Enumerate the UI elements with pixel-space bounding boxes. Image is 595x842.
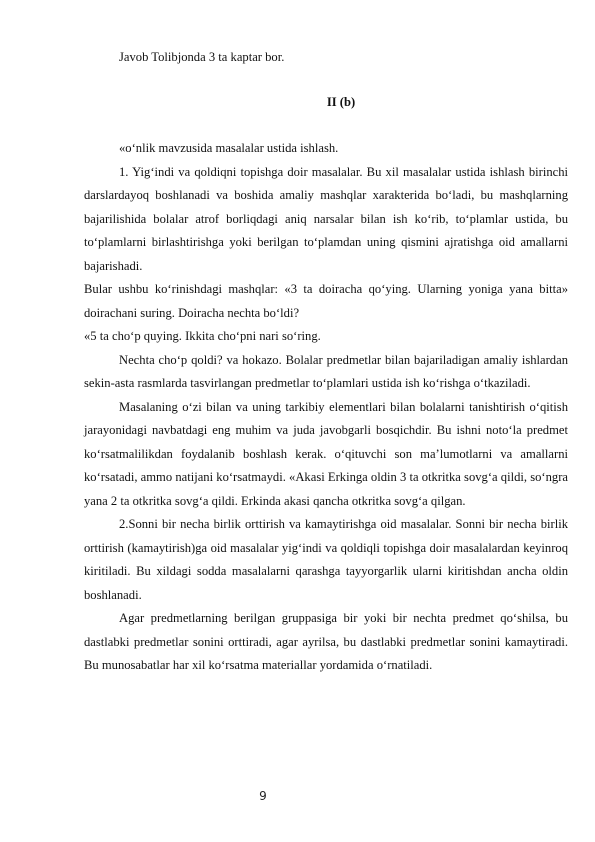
paragraph-pictures: Nechta cho‘p qoldi? va hokazo. Bolalar predmetlar bilan bajariladigan amaliy ishlardan sekin-asta rasmlarda tasvirlangan predmetlar to‘plamlari ustida ish ko‘rishga o‘tkaziladi. — [84, 352, 568, 390]
page-body — [84, 46, 568, 678]
page-number: 9 — [259, 789, 267, 803]
paragraph-relations: Agar predmetlarning berilgan gruppasiga bir yoki bir nechta predmet qo‘shilsa, bu dastlabki predmetlar sonini orttiradi, agar ayrilsa, bu dastlabki predmetlar sonini kamaytiradi. Bu munosabatlar har xil ko‘rsatma materiallar yordamida o‘rnatiladi. — [84, 611, 568, 672]
answer-line: Javob Tolibjonda 3 ta kaptar bor. — [119, 50, 285, 64]
paragraph-sum-difference: 1. Yig‘indi va qoldiqni topishga doir masalalar. Bu xil masalalar ustida ishlash birinchi darslardayoq boshlanadi va boshida amaliy mashqlar xarakterida bo‘ladi, bu mashqlarning bajarilishida bolalar atrof borliqdagi aniq narsalar bilan ish ko‘rib, to‘plamlar ustida, bu to‘plamlarni birlashtirishga yoki berilgan to‘plamdan uning qismini ajratishga oid amallarni bajarishadi. — [84, 164, 568, 273]
paragraph-exercise-circles: Bular ushbu ko‘rinishdagi mashqlar: «3 ta doiracha qo‘ying. Ularning yoniga yana bitta» doirachani suring. Doiracha nechta bo‘ldi? — [84, 282, 568, 320]
paragraph-topic: «o‘nlik mavzusida masalalar ustida ishlash. — [119, 141, 339, 155]
section-title: II (b) — [326, 94, 356, 109]
paragraph-exercise-sticks: «5 ta cho‘p quying. Ikkita cho‘pni nari so‘ring. — [84, 329, 321, 343]
paragraph-problem-elements: Masalaning o‘zi bilan va uning tarkibiy elementlari bilan bolalarni tanishtirish o‘qitish jarayonidagi navbatdagi eng muhim va juda javobgarli bosqichdir. Bu ishni noto‘la predmet ko‘rsatmalilikdan foydalanib boshlash kerak. o‘qituvchi son ma’lumotlarni va amallarni ko‘rsatadi, ammo natijani ko‘rsatmaydi. «Akasi Erkinga oldin 3 ta otkritka sovg‘a qildi, so‘ngra yana 2 ta otkritka sovg‘a qildi. Erkinda akasi qancha otkritka sovg‘a qilgan. — [84, 399, 568, 508]
paragraph-increase-decrease: 2.Sonni bir necha birlik orttirish va kamaytirishga oid masalalar. Sonni bir necha birlik orttirish (kamaytirish)ga oid masalalar yig‘indi va qoldiqli topishga doir masalalardan keyinroq kiritiladi. Bu xildagi sodda masalalarni qarashga tayyorgarlik ularni kiritishdan ancha oldin boshlanadi. — [84, 517, 568, 602]
